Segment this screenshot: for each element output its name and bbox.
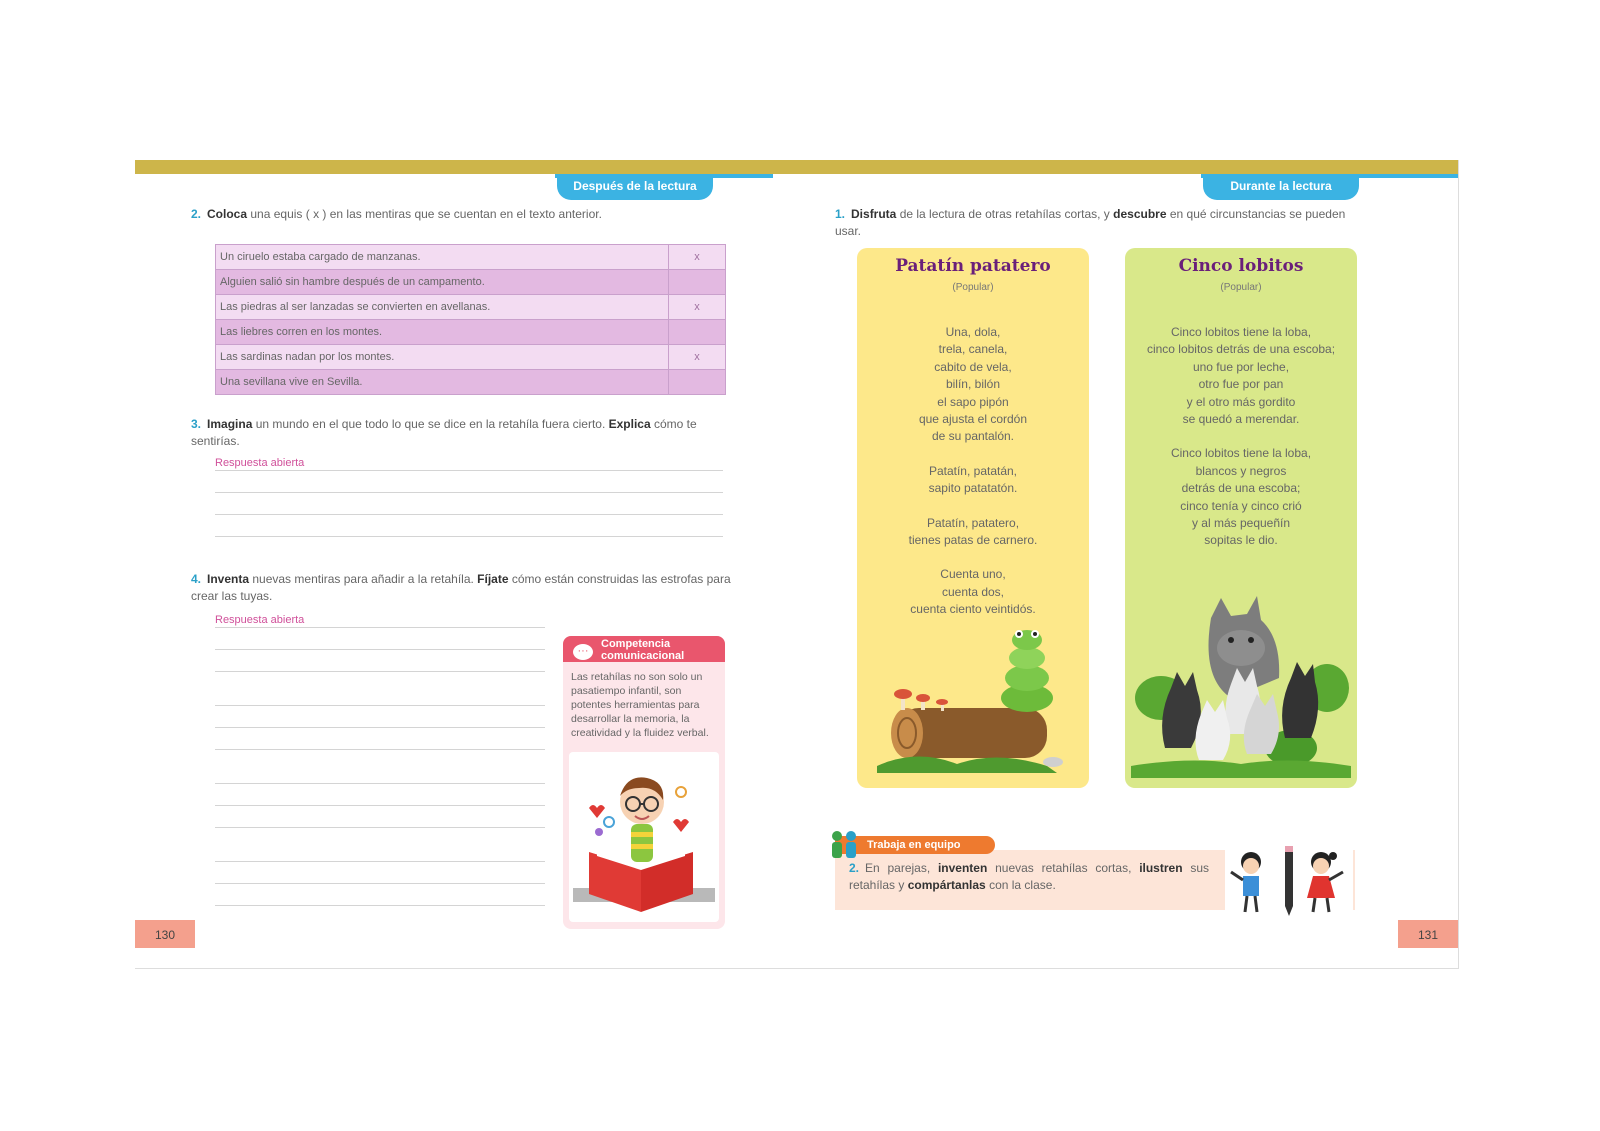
answer-line[interactable] [215, 671, 545, 672]
child-reading-illustration [569, 752, 719, 922]
speech-bubble-icon: ··· [571, 642, 595, 662]
check-cell[interactable]: x [669, 295, 726, 320]
question-text: una equis ( x ) en las mentiras que se cuentan en el texto anterior. [247, 207, 602, 221]
answer-line[interactable] [215, 705, 545, 706]
answer-line[interactable] [215, 749, 545, 750]
question-verb: descubre [1113, 207, 1167, 221]
team-text: sus retahílas y [849, 861, 1209, 892]
page-number-left: 130 [135, 920, 195, 948]
answer-line[interactable] [215, 805, 545, 806]
answer-line[interactable] [215, 861, 545, 862]
poem-card-patatin [857, 248, 1089, 788]
answer-hint: Respuesta abierta [215, 457, 305, 469]
tab-durante-lectura: Durante la lectura [1203, 174, 1359, 200]
frogs-on-log-illustration [877, 628, 1077, 778]
question-2 [191, 206, 731, 223]
team-verb: compártanlas [907, 878, 986, 892]
poem-title: Patatín patatero [895, 256, 1051, 276]
tab-despues-lectura: Después de la lectura [557, 174, 713, 200]
poem-stanza: Una, dola, trela, canela, cabito de vela, bilín, bilón el sapo pipón que ajusta el cordón de su pantalón. [918, 325, 1028, 444]
kids-with-pencil-icon [1225, 846, 1353, 916]
poem-stanza: Patatín, patatán, sapito patatatón. [928, 463, 1018, 496]
team-text: con la clase. [985, 878, 1056, 892]
question-verb: Imagina [207, 417, 253, 431]
competencia-text: Las retahílas no son solo un pasatiempo infantil, son potentes herramientas para desarrollar la memoria, la creatividad y la fluidez verbal. [571, 671, 709, 739]
poem-title: Cinco lobitos [1178, 256, 1304, 276]
question-number: 4. [191, 572, 202, 586]
question-text: nuevas mentiras para añadir a la retahíla. [249, 572, 478, 586]
question-number: 1. [835, 207, 846, 221]
check-cell[interactable] [669, 370, 726, 395]
answer-line[interactable] [215, 514, 723, 515]
team-people-icon [825, 830, 865, 860]
kids-illustration-panel [1225, 846, 1353, 916]
check-cell[interactable] [669, 320, 726, 345]
question-3 [191, 416, 731, 450]
table-row [216, 320, 726, 345]
question-verb: Disfruta [851, 207, 897, 221]
poem-stanza: Patatín, patatero, tienes patas de carnero. [908, 515, 1038, 548]
competencia-title-line1: Competencia [601, 638, 671, 650]
lie-text: Alguien salió sin hambre después de un campamento. [216, 270, 669, 295]
question-verb: Coloca [207, 207, 248, 221]
team-verb: inventen [937, 861, 988, 875]
question-text: un mundo en el que todo lo que se dice en la retahíla fuera cierto. [252, 417, 609, 431]
competencia-title-line2: comunicacional [601, 650, 685, 662]
question-verb: Fíjate [477, 572, 509, 586]
answer-line[interactable] [215, 905, 545, 906]
wolves-illustration [1131, 588, 1351, 778]
team-text: nuevas retahílas cortas, [987, 861, 1140, 875]
poem-stanza: Cinco lobitos tiene la loba, blancos y negros detrás de una escoba; cinco tenía y cinco crió y al más pequeñín sopitas le dio. [1170, 446, 1312, 548]
answer-line[interactable] [215, 783, 545, 784]
poem-body [1125, 324, 1357, 567]
lie-text: Las piedras al ser lanzadas se convierten en avellanas. [216, 295, 669, 320]
table-row [216, 270, 726, 295]
question-text: cómo te sentirías. [191, 417, 697, 448]
check-cell[interactable]: x [669, 245, 726, 270]
question-verb: Explica [608, 417, 651, 431]
check-cell[interactable]: x [669, 345, 726, 370]
check-cell[interactable] [669, 270, 726, 295]
poem-card-cinco-lobitos [1125, 248, 1357, 788]
question-number: 2. [849, 861, 860, 875]
lie-text: Un ciruelo estaba cargado de manzanas. [216, 245, 669, 270]
team-verb: ilustren [1139, 861, 1183, 875]
team-work-instruction [849, 860, 1209, 894]
answer-line[interactable] [215, 492, 723, 493]
question-text: cómo están construidas las estrofas para crear las tuyas. [191, 572, 731, 603]
poem-stanza: Cuenta uno, cuenta dos, cuenta ciento veintidós. [910, 567, 1036, 617]
answer-line[interactable] [215, 727, 545, 728]
poem-source: (Popular) [952, 282, 994, 293]
team-work-tag: Trabaja en equipo [835, 836, 995, 854]
child-reading-icon [569, 752, 719, 922]
table-row [216, 295, 726, 320]
lies-table [215, 244, 726, 395]
question-number: 3. [191, 417, 202, 431]
answer-line[interactable] [215, 649, 545, 650]
lie-text: Una sevillana vive en Sevilla. [216, 370, 669, 395]
lie-text: Las liebres corren en los montes. [216, 320, 669, 345]
page-number-right: 131 [1398, 920, 1458, 948]
answer-line[interactable] [215, 536, 723, 537]
book-spread [135, 160, 1459, 969]
table-row [216, 345, 726, 370]
table-row [216, 245, 726, 270]
top-color-bar [135, 160, 1458, 174]
question-verb: Inventa [207, 572, 250, 586]
poem-source: (Popular) [1220, 282, 1262, 293]
question-text: en qué circunstancias se pueden usar. [835, 207, 1346, 238]
lie-text: Las sardinas nadan por los montes. [216, 345, 669, 370]
answer-line[interactable] [215, 470, 723, 471]
question-4 [191, 571, 731, 605]
answer-hint: Respuesta abierta [215, 614, 305, 626]
answer-line[interactable] [215, 883, 545, 884]
answer-line[interactable] [215, 827, 545, 828]
poem-body [857, 324, 1089, 636]
poem-stanza: Cinco lobitos tiene la loba, cinco lobitos detrás de una escoba; uno fue por leche, otro fue por pan y el otro más gordito se quedó a merendar. [1146, 325, 1336, 427]
answer-line[interactable] [215, 627, 545, 628]
question-number: 2. [191, 207, 202, 221]
question-text: de la lectura de otras retahílas cortas, y [896, 207, 1114, 221]
question-1 [835, 206, 1365, 240]
team-text: En parejas, [865, 861, 938, 875]
competencia-box [563, 636, 725, 929]
table-row [216, 370, 726, 395]
